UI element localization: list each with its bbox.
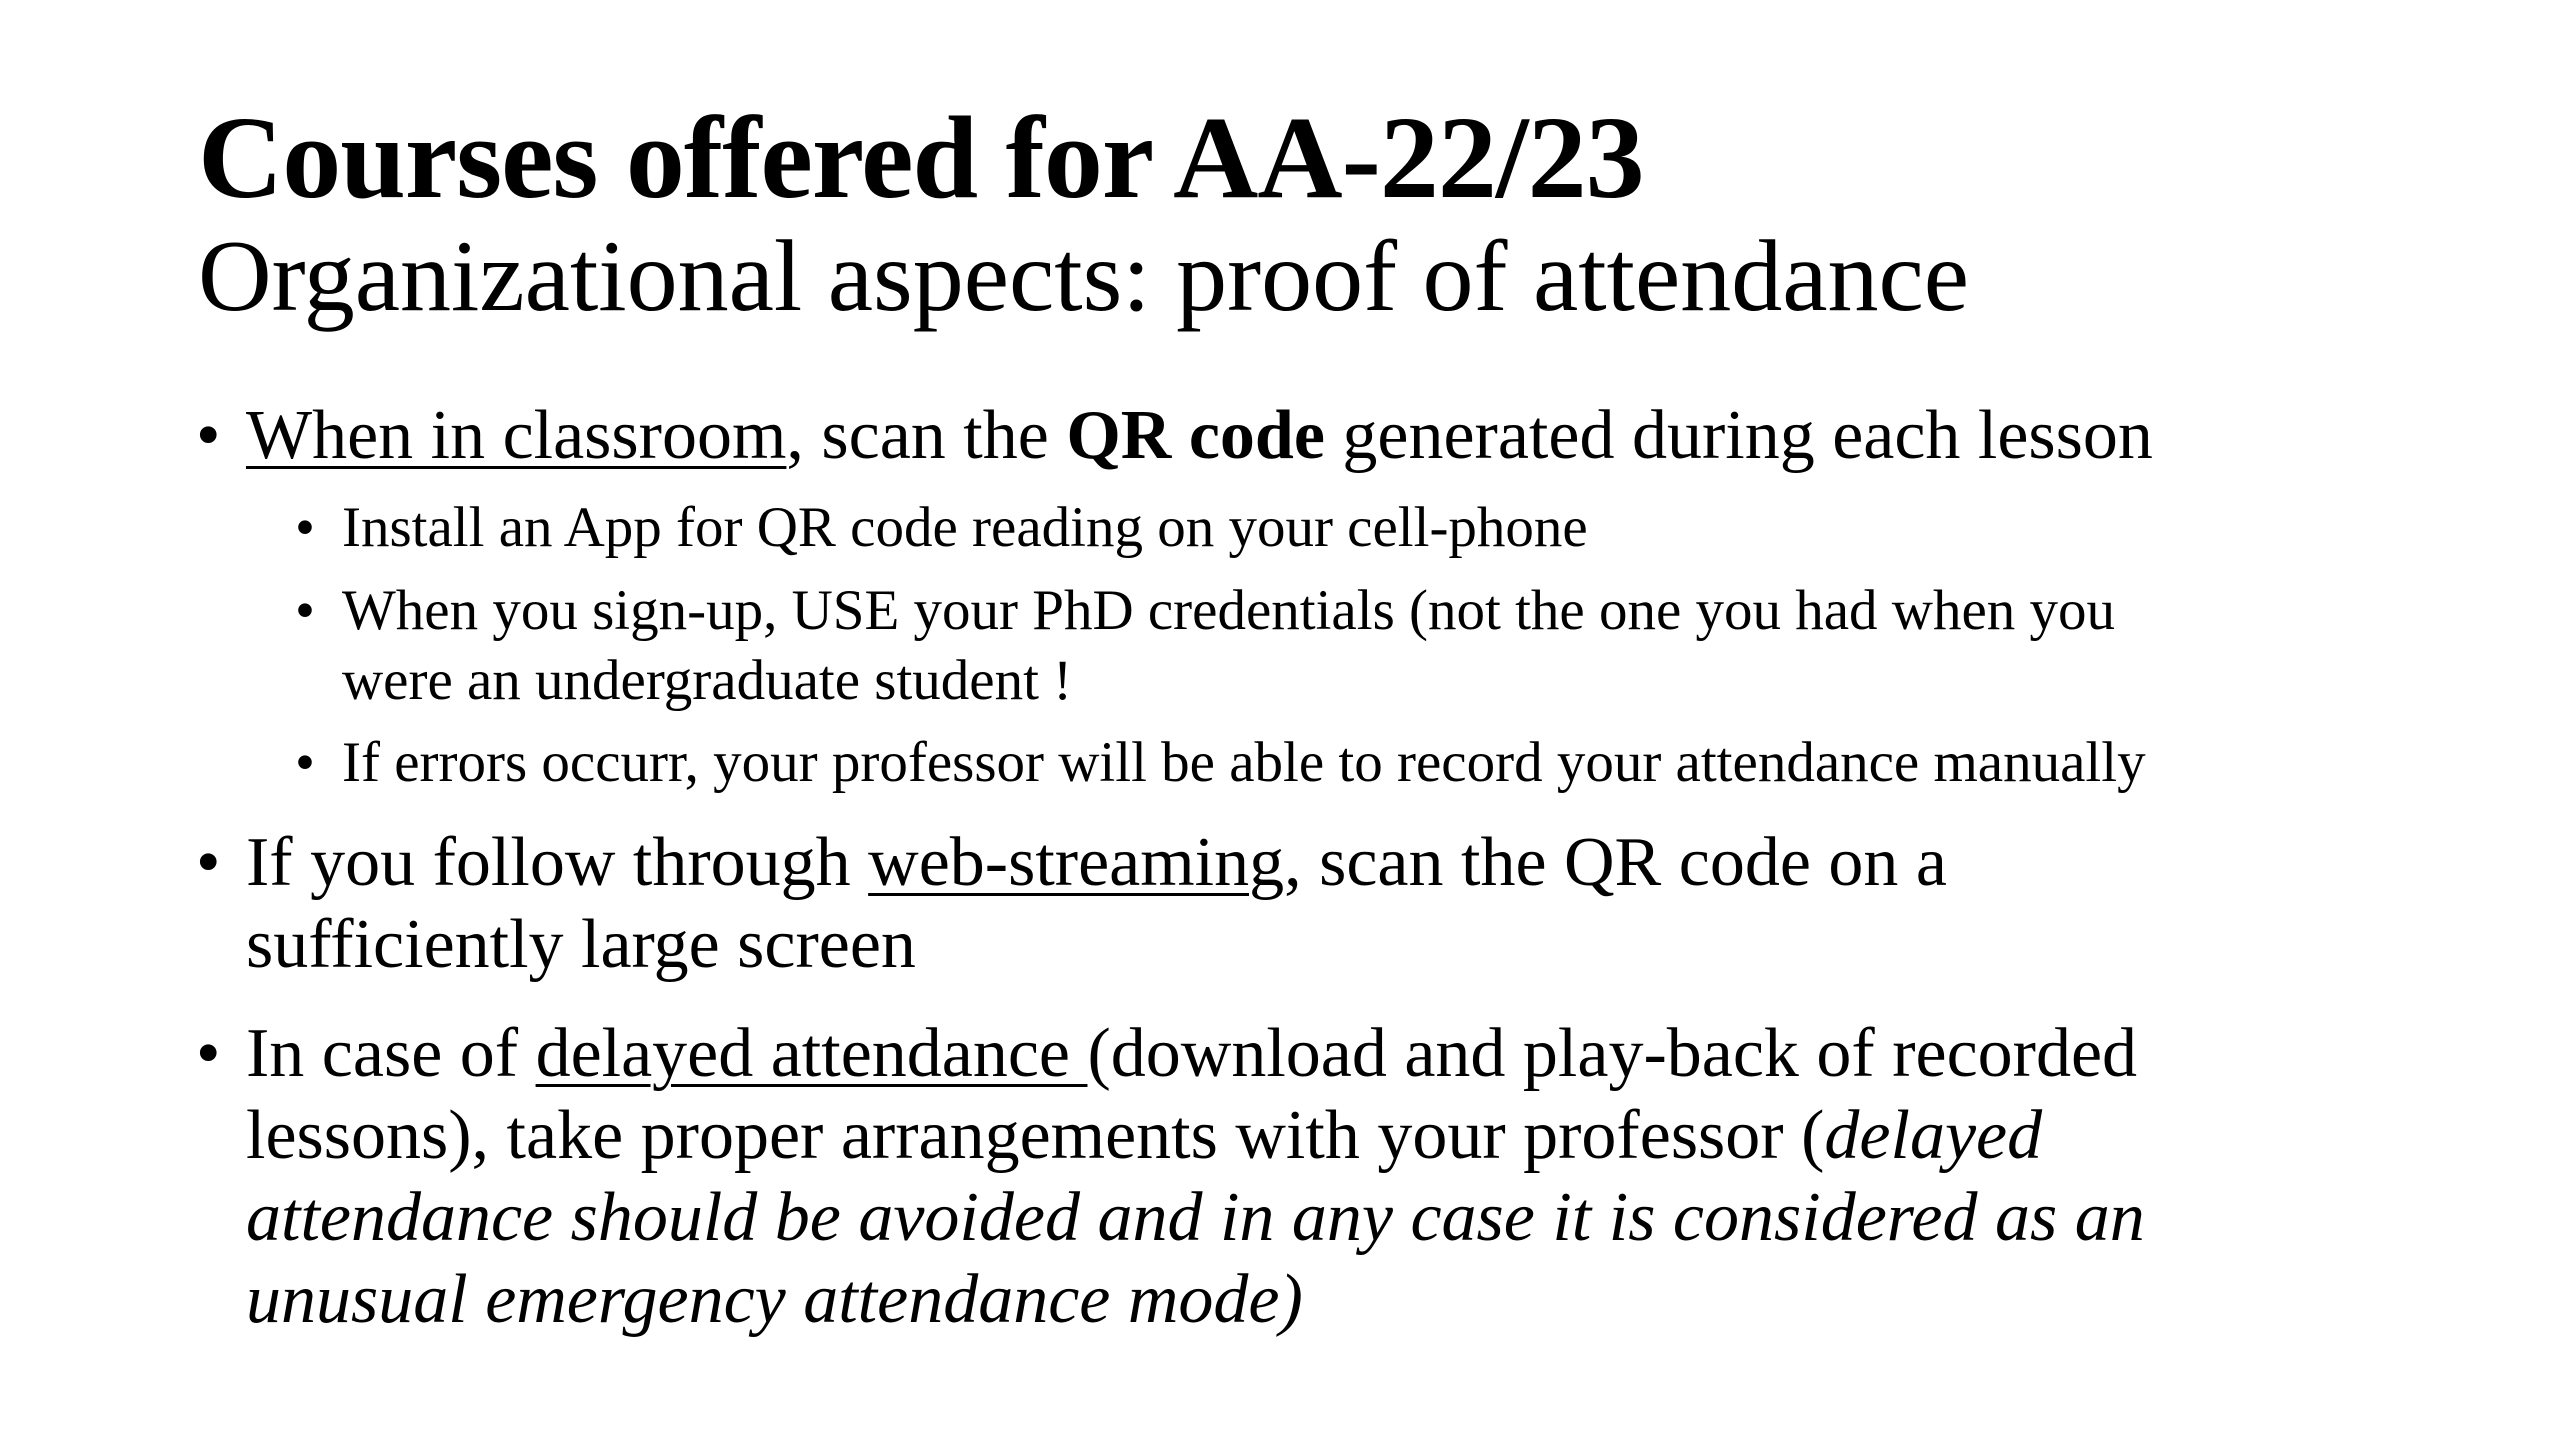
web-streaming-underlined: web-streaming — [868, 824, 1285, 901]
sub-bullet-marker: • — [295, 579, 315, 642]
slide-subtitle: Organizational aspects: proof of attendance — [198, 220, 1970, 333]
bullet-marker: • — [196, 824, 221, 901]
bullet-text: In case of — [246, 1015, 536, 1092]
bullet-text: , scan the — [786, 397, 1067, 474]
sub-bullet-marker: • — [295, 731, 315, 794]
italic-note: delayed — [1824, 1097, 2043, 1174]
classroom-underlined: When in classroom — [246, 397, 787, 474]
bullet-text: generated during each lesson — [1324, 397, 2153, 474]
qr-code-bold: QR code — [1066, 397, 1325, 474]
bullet-delayed-line4: unusual emergency attendance mode) — [246, 1261, 1303, 1338]
sub-bullet-install-app: Install an App for QR code reading on your cell-phone — [342, 496, 1588, 559]
sub-bullet-errors: If errors occurr, your professor will be able to record your attendance manually — [342, 731, 2146, 794]
bullet-classroom — [246, 395, 2153, 477]
bullet-delayed-line2 — [246, 1095, 2042, 1177]
slide-title: Courses offered for AA-22/23 — [198, 92, 1644, 223]
bullet-marker: • — [196, 397, 221, 474]
bullet-web-streaming — [246, 822, 1947, 904]
sub-bullet-marker: • — [295, 496, 315, 559]
bullet-text: (download and play-back of recorded — [1087, 1015, 2138, 1092]
bullet-web-streaming-cont: sufficiently large screen — [246, 906, 916, 983]
delayed-attendance-underlined: delayed attendance — [535, 1015, 1088, 1092]
sub-bullet-credentials-cont: were an undergraduate student ! — [342, 649, 1073, 712]
bullet-delayed-line3: attendance should be avoided and in any case it is considered as an — [246, 1179, 2145, 1256]
bullet-text: , scan the QR code on a — [1284, 824, 1947, 901]
bullet-marker: • — [196, 1015, 221, 1092]
bullet-text: lessons), take proper arrangements with your professor ( — [246, 1097, 1825, 1174]
bullet-text: If you follow through — [246, 824, 869, 901]
bullet-delayed-attendance — [246, 1013, 2137, 1095]
sub-bullet-credentials: When you sign-up, USE your PhD credentials (not the one you had when you — [342, 579, 2116, 642]
